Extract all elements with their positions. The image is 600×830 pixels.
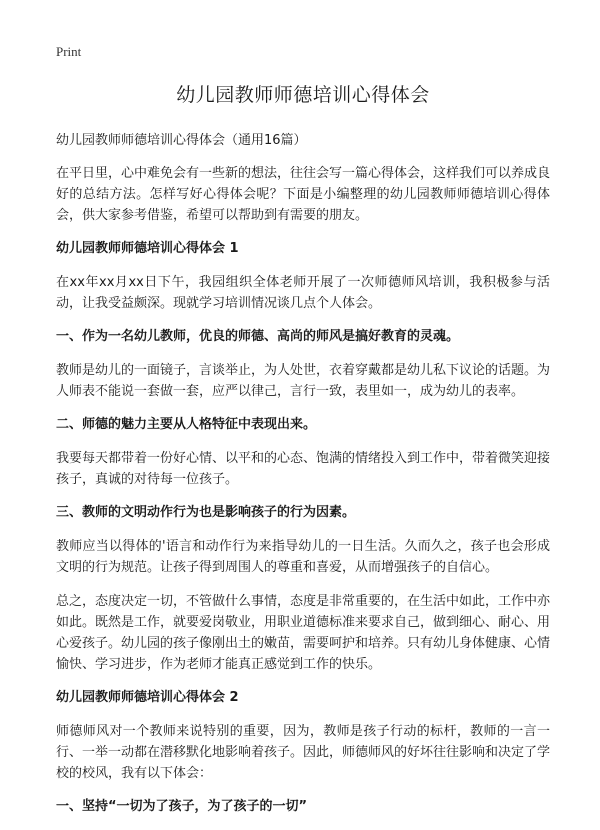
document-page — [56, 44, 550, 830]
section-1-title: 幼儿园教师师德培训心得体会 1 — [56, 241, 239, 256]
section-1-paragraph-3: 我要每天都带着一份好心情、以平和的心态、饱满的情绪投入到工作中，带着微笑迎接孩子，真诚的对待每一位孩子。 — [56, 451, 551, 487]
page-title: 幼儿园教师师德培训心得体会 — [176, 84, 430, 106]
section-1-paragraph-2: 教师是幼儿的一面镜子，言谈举止，为人处世，衣着穿戴都是幼儿私下议论的话题。为人师表不能说一套做一套，应严以律己，言行一致，表里如一，成为幼儿的表率。 — [56, 363, 551, 399]
section-2-title: 幼儿园教师师德培训心得体会 2 — [56, 690, 239, 705]
section-1-paragraph-4: 教师应当以得体的'语言和动作行为来指导幼儿的一日生活。久而久之，孩子也会形成文明的行为规范。让孩子得到周围人的尊重和喜爱，从而增强孩子的自信心。 — [56, 539, 550, 575]
section-1-paragraph-1: 在xx年xx月xx日下午，我园组织全体老师开展了一次师德师风培训，我积极参与活动，让我受益颇深。现就学习培训情况谈几点个人体会。 — [56, 275, 550, 311]
intro-paragraph: 在平日里，心中难免会有一些新的想法，往往会写一篇心得体会，这样我们可以养成良好的总结方法。怎样写好心得体会呢？下面是小编整理的幼儿园教师师德培训心得体会，供大家参考借鉴，希望可以帮助到有需要的朋友。 — [56, 166, 551, 223]
print-link[interactable]: Print — [56, 44, 82, 59]
section-2-paragraph-1: 师德师风对一个教师来说特别的重要，因为，教师是孩子行动的标杆，教师的一言一行、一举一动都在潜移默化地影响着孩子。因此，师德师风的好坏往往影响和决定了学校的校风，我有以下体会： — [56, 724, 551, 781]
section-2-heading-1: 一、坚持“一切为了孩子，为了孩子的一切” — [56, 799, 308, 814]
section-1-paragraph-5: 总之，态度决定一切，不管做什么事情，态度是非常重要的，在生活中如此，工作中亦如此。既然是工作，就要爱岗敬业，用职业道德标准来要求自己，做到细心、耐心、用心爱孩子。幼儿园的孩子像刚出土的嫩苗，需要呵护和培养。只有幼儿身体健康、心情愉快、学习进步，作为老师才能真正感觉到工作的快乐。 — [56, 594, 551, 672]
section-1-heading-2: 二、师德的魅力主要从人格特征中表现出来。 — [56, 417, 317, 432]
section-1-heading-3: 三、教师的文明动作行为也是影响孩子的行为因素。 — [56, 505, 356, 520]
document-subtitle: 幼儿园教师师德培训心得体会（通用16篇） — [56, 133, 307, 148]
section-1-heading-1: 一、作为一名幼儿教师，优良的师德、高尚的师风是搞好教育的灵魂。 — [56, 329, 460, 344]
